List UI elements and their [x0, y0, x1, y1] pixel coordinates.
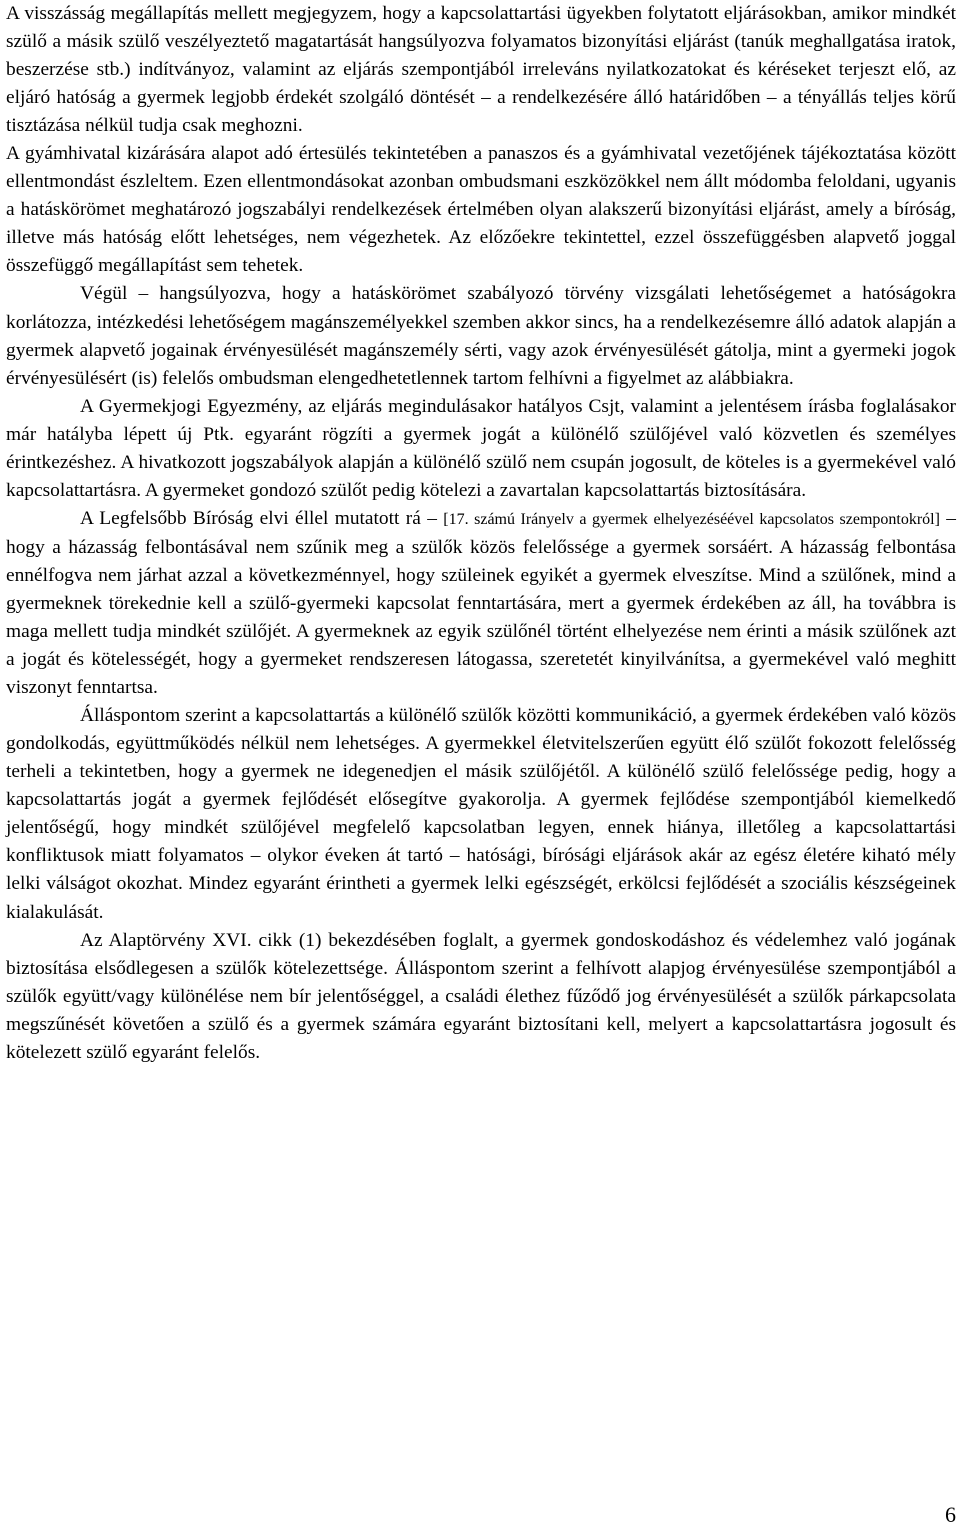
document-page	[6, 0, 956, 1067]
paragraph-1: A visszásság megállapítás mellett megjegyzem, hogy a kapcsolattartási ügyekben folytatott eljárásokban, amikor mindkét szülő a másik szülő veszélyeztető magatartását hangsúlyozva folyamatos bizonyítási eljárást (tanúk meghallgatása iratok, beszerzése stb.) indítványoz, valamint az eljárás szempontjából irreleváns nyilatkozatokat és kéréseket terjeszt elő, az eljáró hatóság a gyermek legjobb érdekét szolgáló döntését – a rendelkezésére álló határidőben – a tényállás teljes körű tisztázása nélkül tudja csak meghozni.	[6, 3, 956, 137]
paragraph-2: A gyámhivatal kizárására alapot adó értesülés tekintetében a panaszos és a gyámhivatal vezetőjének tájékoztatása között ellentmondást észleltem. Ezen ellentmondásokat azonban ombudsmani eszközökkel nem állt módomba feloldani, ugyanis a hatáskörömet meghatározó jogszabályi rendelkezések értelmében olyan alakszerű bizonyítási eljárást, amely a bíróság, illetve más hatóság előtt lehetséges, nem végezhetek. Az előzőekre tekintettel, ezzel összefüggésben alapvető joggal összefüggő megállapítást sem tehetek.	[6, 143, 956, 277]
paragraph-5-rest: – hogy a házasság felbontásával nem szűnik meg a szülők közös felelőssége a gyermek sorsáért. A házasság felbontása ennélfogva nem járhat azzal a következménnyel, hogy szüleinek egyikét a gyermek elveszítse. Mind a szülőnek, mind a gyermeknek törekednie kell a szülő-gyermeki kapcsolat fenntartására, mert a gyermek érdekében az áll, ha továbbra is maga mellett tudja mindkét szülőjét. A gyermeknek az egyik szülőnél történt elhelyezése nem érinti a másik szülőnek azt a jogát és kötelességét, hogy a gyermeket rendszeresen látogassa, szeretetét kinyilvánítsa, a gyermekével való meghitt viszonyt fenntartsa.	[6, 507, 956, 699]
paragraph-6: Álláspontom szerint a kapcsolattartás a különélő szülők közötti kommunikáció, a gyermek érdekében való közös gondolkodás, együttműködés nélkül nem lehetséges. A gyermekkel életvitelszerűen együtt élő szülőt fokozott felelősség terheli a tekintetben, hogy a gyermek ne idegenedjen el másik szülőjétől. A különélő szülő felelőssége pedig, hogy a kapcsolattartás jogát a gyermek fejlődését elősegítve gyakorolja. A gyermek fejlődése szempontjából kiemelkedő jelentőségű, hogy mindkét szülőjével megfelelő kapcsolatban legyen, ennek hiánya, illetőleg a kapcsolattartási konfliktusok miatt folyamatos – olykor éveken át tartó – hatósági, bírósági eljárások akár az egész életére kiható mély lelki válságot okozhat. Mindez egyaránt érintheti a gyermek lelki egészségét, erkölcsi fejlődését a szociális készségeinek kialakulását.	[6, 705, 956, 923]
paragraph-5-lead: A Legfelsőbb Bíróság elvi éllel mutatott rá –	[80, 507, 444, 529]
paragraph-4: A Gyermekjogi Egyezmény, az eljárás megindulásakor hatályos Csjt, valamint a jelentésem írásba foglalásakor már hatályba lépett új Ptk. egyaránt rögzíti a gyermek jogát a különélő szülőjével való közvetlen és személyes érintkezéshez. A hivatkozott jogszabályok alapján a különélő szülő nem csupán jogosult, de köteles is a gyermekével való kapcsolattartásra. A gyermeket gondozó szülőt pedig kötelezi a zavartalan kapcsolattartás biztosítására.	[6, 395, 956, 501]
paragraph-7: Az Alaptörvény XVI. cikk (1) bekezdésében foglalt, a gyermek gondoskodáshoz és védelemhez való jogának biztosítása elsődlegesen a szülők kötelezettsége. Álláspontom szerint a felhívott alapjog érvényesülése szempontjából a szülők együtt/vagy különélése nem bír jelentőséggel, a családi élethez fűződő jog érvényesülését a szülők párkapcsolata megszűnését követően a szülő és a gyermek számára egyaránt biztosítani kell, melyert a kapcsolattartásra jogosult és kötelezett szülő egyaránt felelős.	[6, 929, 956, 1063]
page-number: 6	[945, 1502, 956, 1527]
guideline-reference: [17. számú Irányelv a gyermek elhelyezéséével kapcsolatos szempontokról]	[443, 510, 940, 528]
paragraph-5	[6, 505, 956, 702]
paragraph-3: Végül – hangsúlyozva, hogy a hatáskörömet szabályozó törvény vizsgálati lehetőségemet a hatóságokra korlátozza, intézkedési lehetőségem magánszemélyekkel szemben akkor sincs, ha a rendelkezésemre álló adatok alapján a gyermek alapvető jogainak érvényesülését magánszemély sérti, vagy azok érvényesülését gátolja, mint a gyermeki jogok érvényesülésért (is) felelős ombudsman elengedhetetlennek tartom felhívni a figyelmet az alábbiakra.	[6, 283, 956, 389]
